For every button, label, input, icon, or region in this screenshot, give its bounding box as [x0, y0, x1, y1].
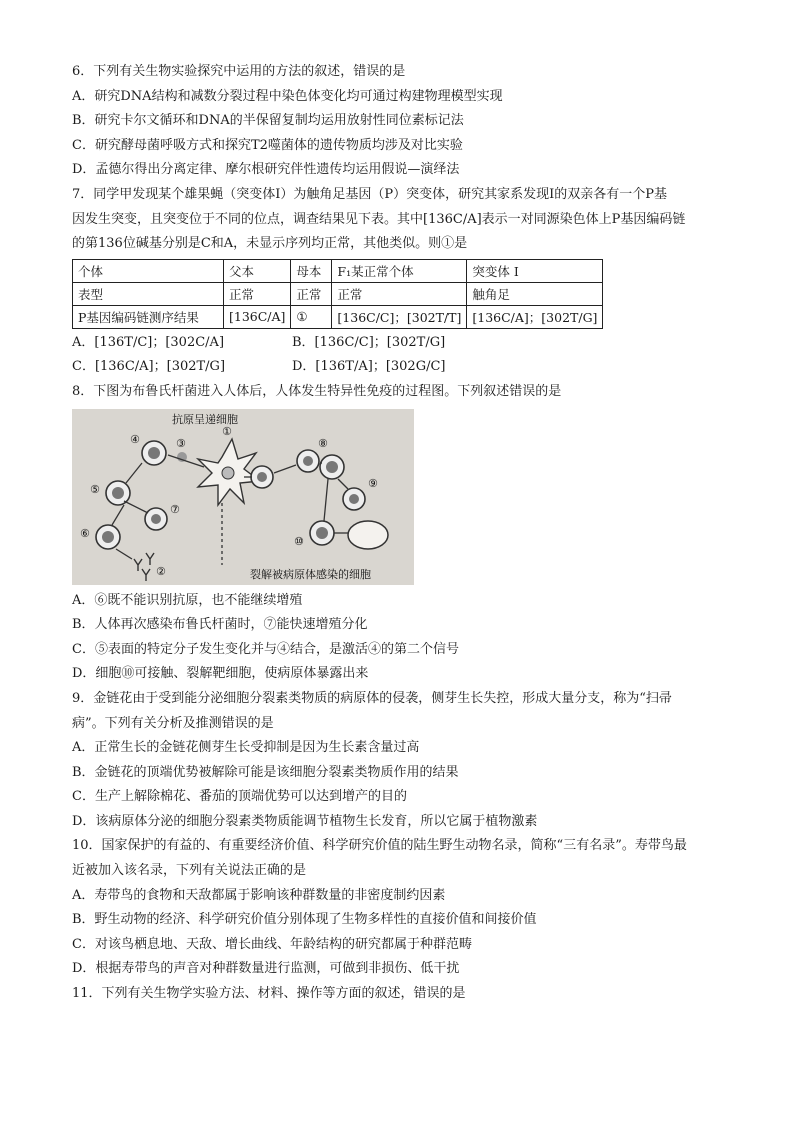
q7-options-row2 [72, 355, 732, 380]
q10-option-d: D．根据寿带鸟的声音对种群数量进行监测，可做到非损伤、低干扰 [72, 961, 460, 977]
table-cell: 表型 [73, 282, 224, 305]
num-6: ⑥ [80, 526, 90, 540]
apc-label: 抗原呈递细胞 [172, 412, 238, 426]
cell-4 [142, 441, 166, 465]
q8-stem: 8．下图为布鲁氏杆菌进入人体后，人体发生特异性免疫的过程图。下列叙述错误的是 [72, 383, 562, 399]
table-cell: ① [291, 305, 332, 328]
table-row [73, 282, 603, 305]
table-cell: 母本 [291, 259, 332, 282]
q7-stem-line2: 因发生突变，且突变位于不同的位点，调查结果见下表。其中[136C/A]表示一对同源染色体上P基因编码链 [72, 211, 686, 227]
q10-stem-line2: 近被加入该名录，下列有关说法正确的是 [72, 863, 307, 879]
table-cell: P基因编码链测序结果 [73, 305, 224, 328]
q7-stem-line1: 7．同学甲发现某个雄果蝇（突变体I）为触角足基因（P）突变体，研究其家系发现I的双亲各有一个P基 [72, 186, 668, 202]
table-cell: F₁某正常个体 [332, 259, 467, 282]
num-7: ⑦ [170, 502, 180, 516]
target-cell [348, 521, 388, 549]
q7-options-row1 [72, 331, 732, 356]
target-cell-label: 裂解被病原体感染的细胞 [250, 567, 371, 581]
q6-stem: 6．下列有关生物实验探究中运用的方法的叙述，错误的是 [72, 64, 406, 79]
table-cell: 父本 [224, 259, 291, 282]
helper-t-cell [251, 466, 273, 488]
cell-6 [96, 525, 120, 549]
num-10: ⑩ [294, 534, 304, 548]
antibodies [134, 553, 154, 581]
q9-option-c: C．生产上解除棉花、番茄的顶端优势可以达到增产的目的 [72, 789, 407, 805]
q6-option-b: B．研究卡尔文循环和DNA的半保留复制均运用放射性同位素标记法 [72, 113, 464, 129]
table-cell: 触角足 [467, 282, 603, 305]
immune-process-figure [72, 409, 414, 585]
q6-option-c: C．研究酵母菌呼吸方式和探究T2噬菌体的遗传物质均涉及对比实验 [72, 137, 463, 153]
table-cell: 突变体 I [467, 259, 603, 282]
table-cell: [136C/C]；[302T/T] [332, 305, 467, 328]
q6-option-d: D．孟德尔得出分离定律、摩尔根研究伴性遗传均运用假说—演绎法 [72, 162, 460, 178]
q8-option-b: B．人体再次感染布鲁氏杆菌时，⑦能快速增殖分化 [72, 617, 368, 633]
q9-option-b: B．金链花的顶端优势被解除可能是该细胞分裂素类物质作用的结果 [72, 764, 459, 780]
immune-diagram [72, 409, 414, 585]
table-cell: 正常 [224, 282, 291, 305]
cell-8 [320, 455, 344, 479]
table-cell: 正常 [291, 282, 332, 305]
table-cell: 个体 [73, 259, 224, 282]
num-5: ⑤ [90, 482, 100, 496]
table-cell: 正常 [332, 282, 467, 305]
cell-10 [310, 521, 334, 545]
exam-page [72, 60, 732, 1007]
table-row [73, 305, 603, 328]
q9-stem-line1: 9．金链花由于受到能分泌细胞分裂素类物质的病原体的侵袭，侧芽生长失控，形成大量分支，称为“扫帚 [72, 690, 672, 706]
q10-stem-line1: 10．国家保护的有益的、有重要经济价值、科学研究价值的陆生野生动物名录，简称“三有名录”。寿带鸟最 [72, 838, 687, 854]
cell-5 [106, 481, 130, 505]
num-8: ⑧ [318, 436, 328, 450]
cell-9 [343, 488, 365, 510]
q7-option-c: C．[136C/A]；[302T/G] [72, 359, 226, 375]
q9-stem-line2: 病”。下列有关分析及推测错误的是 [72, 715, 274, 731]
q10-option-a: A．寿带鸟的食物和天敌都属于影响该种群数量的非密度制约因素 [72, 887, 446, 903]
q9-option-a: A．正常生长的金链花侧芽生长受抑制是因为生长素含量过高 [72, 740, 420, 756]
table-header-row [73, 259, 603, 282]
q7-option-d: D．[136T/A]；[302G/C] [292, 359, 446, 375]
q10-option-c: C．对该鸟栖息地、天敌、增长曲线、年龄结构的研究都属于种群范畴 [72, 936, 472, 952]
table-cell: [136C/A] [224, 305, 291, 328]
q7-stem-line3: 的第136位碱基分别是C和A，未显示序列均正常，其他类似。则①是 [72, 236, 468, 252]
table-cell: [136C/A]；[302T/G] [467, 305, 603, 328]
q11-stem: 11．下列有关生物学实验方法、材料、操作等方面的叙述，错误的是 [72, 986, 466, 1002]
q8-option-d: D．细胞⑩可接触、裂解靶细胞，使病原体暴露出来 [72, 666, 369, 682]
cell-7 [145, 508, 167, 530]
q7-option-a: A．[136T/C]；[302C/A] [72, 334, 225, 350]
q8-option-a: A．⑥既不能识别抗原，也不能继续增殖 [72, 592, 303, 608]
q7-table [72, 259, 603, 329]
q8-option-c: C．⑤表面的特定分子发生变化并与④结合，是激活④的第二个信号 [72, 641, 459, 657]
num-3: ③ [176, 436, 186, 450]
t-cell [297, 450, 319, 472]
num-4: ④ [130, 432, 140, 446]
num-2: ② [156, 564, 166, 578]
q7-option-b: B．[136C/C]；[302T/G] [292, 334, 446, 350]
apc-cell [198, 439, 260, 505]
q9-option-d: D．该病原体分泌的细胞分裂素类物质能调节植物生长发育，所以它属于植物激素 [72, 813, 538, 829]
num-1: ① [222, 424, 232, 438]
q10-option-b: B．野生动物的经济、科学研究价值分别体现了生物多样性的直接价值和间接价值 [72, 912, 537, 928]
num-9: ⑨ [368, 476, 378, 490]
q6-option-a: A．研究DNA结构和减数分裂过程中染色体变化均可通过构建物理模型实现 [72, 88, 503, 104]
